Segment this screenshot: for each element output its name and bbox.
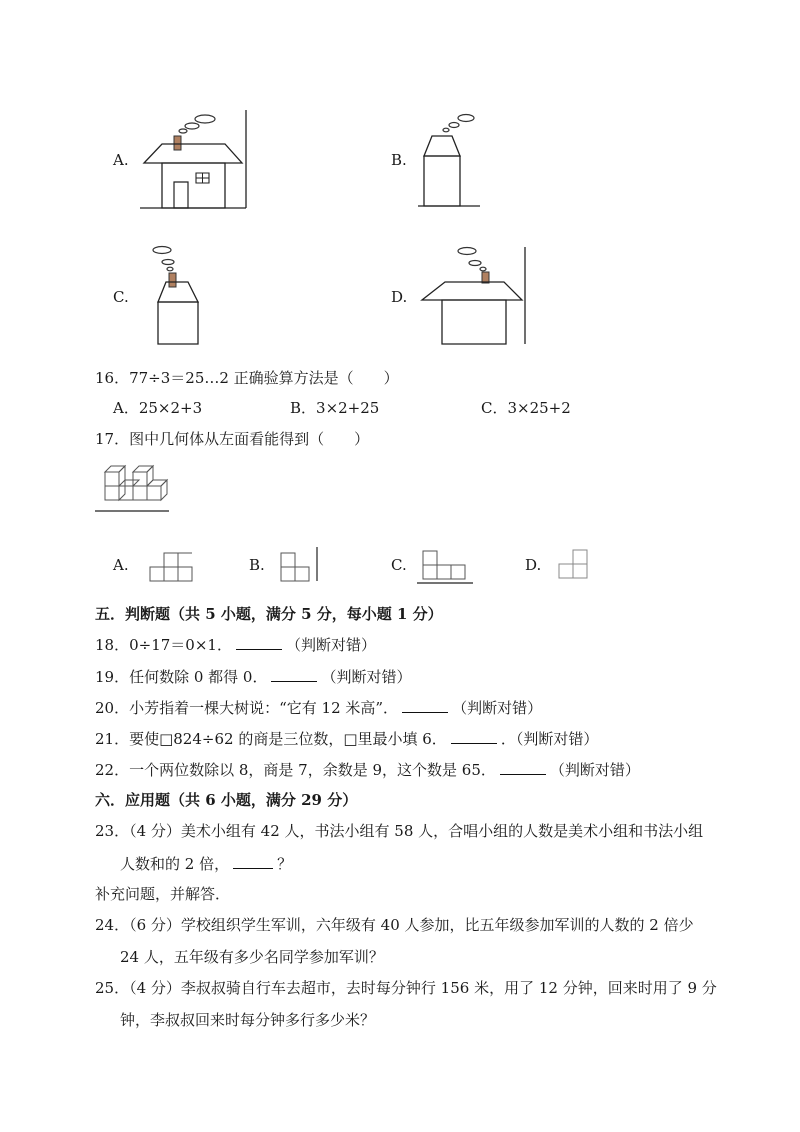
q20-answer-blank[interactable] xyxy=(402,700,448,713)
q19-suffix: （判断对错） xyxy=(321,668,412,686)
q15-option-c-label[interactable]: C. xyxy=(113,288,129,306)
q23-line2 xyxy=(120,856,292,872)
view-option-c-figure xyxy=(417,547,477,587)
q22-answer-blank[interactable] xyxy=(500,762,546,775)
view-option-a-figure xyxy=(144,549,196,585)
q25-line1: 25．（4 分）李叔叔骑自行车去超市，去时每分钟行 156 米，用了 12 分钟，回来时用了 9 分 xyxy=(95,979,717,997)
house-option-c-figure xyxy=(150,244,210,348)
q25-line2: 钟，李叔叔回来时每分钟多行多少米？ xyxy=(120,1011,376,1029)
q21-row xyxy=(95,731,598,747)
q16-option-c[interactable]: C．3×25+2 xyxy=(481,399,571,417)
q23-line2-end: ？ xyxy=(277,855,293,873)
view-option-b-figure xyxy=(275,545,321,589)
q24-line2: 24 人，五年级有多少名同学参加军训？ xyxy=(120,948,384,966)
q15-option-b-label[interactable]: B. xyxy=(391,151,407,169)
q16-option-b[interactable]: B．3×2+25 xyxy=(290,399,380,417)
section5-title: 五．判断题（共 5 小题，满分 5 分，每小题 1 分） xyxy=(95,605,443,623)
q23-answer-blank[interactable] xyxy=(233,856,273,869)
q23-line3: 补充问题，并解答． xyxy=(95,885,231,903)
q17-stem: 17．图中几何体从左面看能得到（ ） xyxy=(95,430,370,448)
house-option-b-figure xyxy=(418,112,488,212)
q20-row xyxy=(95,700,542,716)
q24-line1: 24．（6 分）学校组织学生军训，六年级有 40 人参加，比五年级参加军训的人数的 2 倍少 xyxy=(95,916,694,934)
q19-row xyxy=(95,669,412,685)
q18-text: 18．0÷17＝0×1． xyxy=(95,636,232,654)
q15-option-d-label[interactable]: D. xyxy=(391,288,408,306)
q17-option-c-label[interactable]: C. xyxy=(391,556,407,574)
q16-option-a[interactable]: A．25×2+3 xyxy=(113,399,203,417)
q17-option-a-label[interactable]: A. xyxy=(113,556,129,574)
q17-option-d-label[interactable]: D. xyxy=(525,556,542,574)
q22-text: 22．一个两位数除以 8，商是 7，余数是 9，这个数是 65． xyxy=(95,761,496,779)
q17-option-b-label[interactable]: B. xyxy=(249,556,265,574)
house-option-d-figure xyxy=(420,244,530,348)
q19-answer-blank[interactable] xyxy=(271,669,317,682)
q21-answer-blank[interactable] xyxy=(451,731,497,744)
q22-suffix: （判断对错） xyxy=(549,761,640,779)
house-option-a-figure xyxy=(140,110,250,212)
view-option-d-figure xyxy=(553,546,597,586)
q23-line2-text: 人数和的 2 倍， xyxy=(120,855,230,873)
q18-suffix: （判断对错） xyxy=(285,636,376,654)
q18-answer-blank[interactable] xyxy=(236,637,282,650)
section6-title: 六．应用题（共 6 小题，满分 29 分） xyxy=(95,791,358,809)
q20-suffix: （判断对错） xyxy=(452,699,543,717)
q21-suffix: ．（判断对错） xyxy=(500,730,599,748)
q19-text: 19．任何数除 0 都得 0． xyxy=(95,668,268,686)
q22-row xyxy=(95,762,640,778)
q16-stem: 16．77÷3＝25…2 正确验算方法是（ ） xyxy=(95,369,399,387)
q23-line1: 23．（4 分）美术小组有 42 人，书法小组有 58 人，合唱小组的人数是美术小组和书法小组 xyxy=(95,822,704,840)
cube-solid-figure xyxy=(95,462,175,514)
q15-option-a-label[interactable]: A. xyxy=(113,151,129,169)
q20-text: 20．小芳指着一棵大树说：“它有 12 米高”． xyxy=(95,699,399,717)
q18-row xyxy=(95,637,376,653)
q21-text: 21．要使□824÷62 的商是三位数，□里最小填 6． xyxy=(95,730,447,748)
